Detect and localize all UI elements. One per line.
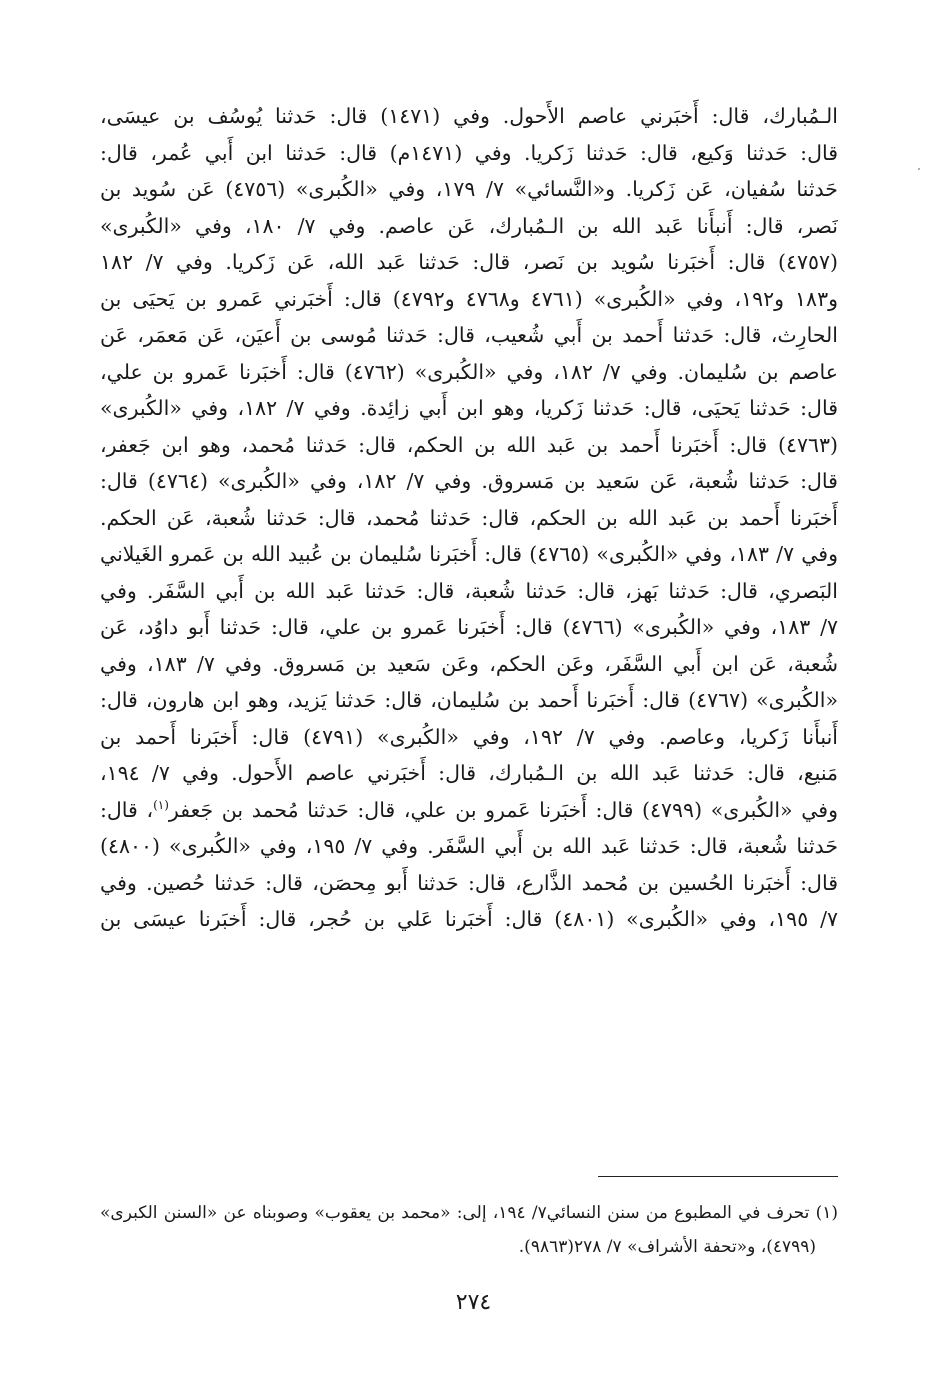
text-line: حَدثنا سُفيان، عَن زَكريا. و«النَّسائي» ٧/ ١٧٩، وفي «الكُبرى» (٤٧٥٦) عَن سُويد بن xyxy=(100,177,838,201)
text-line: عاصم بن سُليمان. وفي ٧/ ١٨٢، وفي «الكُبرى» (٤٧٦٢) قال: أَخبَرنا عَمرو بن علي، xyxy=(100,359,838,384)
footnote-separator xyxy=(598,1176,838,1177)
text-line: (٤٧٥٧) قال: أَخبَرنا سُويد بن نَصر، قال: حَدثنا عَبد الله، عَن زَكريا. وفي ٧/ ١٨٢ xyxy=(100,250,838,274)
text-line: ٧/ ١٩٥، وفي «الكُبرى» (٤٨٠١) قال: أَخبَرنا عَلي بن حُجر، قال: أَخبَرنا عيسَى بن xyxy=(100,907,838,931)
text-line: مَنيع، قال: حَدثنا عَبد الله بن الـمُبارك، قال: أَخبَرني عاصم الأَحول. وفي ٧/ ١٩٤، xyxy=(100,761,838,785)
text-line: نَصر، قال: أَنبأَنا عَبد الله بن الـمُبارك، عَن عاصم. وفي ٧/ ١٨٠، وفي «الكُبرى» xyxy=(100,213,838,238)
text-line: (٤٧٦٣) قال: أَخبَرنا أَحمد بن عَبد الله بن الحكم، قال: حَدثنا مُحمد، وهو ابن جَعفر، xyxy=(100,432,838,457)
text-line: البَصري، قال: حَدثنا بَهز، قال: حَدثنا شُعبة، قال: حَدثنا عَبد الله بن أَبي السَّفَر. وفي xyxy=(100,578,838,603)
footnote-reference[interactable]: (١) xyxy=(153,797,169,812)
text-line: قال: حَدثنا شُعبة، عَن سَعيد بن مَسروق. وفي ٧/ ١٨٢، وفي «الكُبرى» (٤٧٦٤) قال: xyxy=(100,469,838,493)
body-text xyxy=(100,98,838,938)
text-line: قال: حَدثنا يَحيَى، قال: حَدثنا زَكريا، وهو ابن أَبي زائِدة. وفي ٧/ ١٨٢، وفي «الكُبرى» xyxy=(100,396,838,420)
text-line-with-footnote-ref xyxy=(100,792,838,829)
footnotes xyxy=(100,1196,838,1264)
footnote-line: (١) تحرف في المطبوع من سنن النسائي٧/ ١٩٤، إلى: «محمد بن يعقوب» وصوبناه عن «السنن الكبرى» xyxy=(100,1203,838,1223)
text-line: و١٨٣ و١٩٢، وفي «الكُبرى» (٤٧٦١ و٤٧٦٨ و٤٧٩٢) قال: أَخبَرني عَمرو بن يَحيَى بن xyxy=(100,286,838,311)
text-line: ٧/ ١٨٣، وفي «الكُبرى» (٤٧٦٦) قال: أَخبَرنا عَمرو بن علي، قال: حَدثنا أَبو داوُد، عَن xyxy=(100,615,838,639)
footnote-line: (٤٧٩٩)، و«تحفة الأشراف» ٧/ ٢٧٨(٩٨٦٣). xyxy=(518,1237,816,1257)
text-line: قال: أَخبَرنا الحُسين بن مُحمد الذَّارع، قال: حَدثنا أَبو مِحصَن، قال: حَدثنا حُصين. وفي xyxy=(100,870,838,895)
text-line: وفي ٧/ ١٨٣، وفي «الكُبرى» (٤٧٦٥) قال: أَخبَرنا سُليمان بن عُبيد الله بن عَمرو الغَيلاني xyxy=(100,542,838,566)
text-line: شُعبة، عَن ابن أَبي السَّفَر، وعَن الحكم، وعَن سَعيد بن مَسروق. وفي ٧/ ١٨٣، وفي xyxy=(100,651,838,676)
margin-mark xyxy=(918,168,920,170)
text-line: «الكُبرى» (٤٧٦٧) قال: أَخبَرنا أَحمد بن سُليمان، قال: حَدثنا يَزيد، وهو ابن هارون، قال: xyxy=(100,688,838,712)
text-line-tail: ، قال: xyxy=(100,797,154,822)
text-line: أَنبأَنا زَكريا، وعاصم. وفي ٧/ ١٩٢، وفي «الكُبرى» (٤٧٩١) قال: أَخبَرنا أَحمد بن xyxy=(100,724,838,749)
text-line: الـمُبارك، قال: أَخبَرني عاصم الأَحول. وفي (١٤٧١) قال: حَدثنا يُوسُف بن عيسَى، xyxy=(100,104,838,128)
text-line: حَدثنا شُعبة، قال: حَدثنا عَبد الله بن أَبي السَّفَر. وفي ٧/ ١٩٥، وفي «الكُبرى» (٤٨٠٠) xyxy=(100,834,838,858)
page-number: ٢٧٤ xyxy=(455,1290,492,1315)
text-line: قال: حَدثنا وَكيع، قال: حَدثنا زَكريا. وفي (١٤٧١م) قال: حَدثنا ابن أَبي عُمر، قال: xyxy=(100,140,838,165)
text-line: الحارِث، قال: حَدثنا أَحمد بن أَبي شُعيب، قال: حَدثنا مُوسى بن أَعيَن، عَن مَعمَر، عَن xyxy=(100,323,838,347)
text-line-part: وفي «الكُبرى» (٤٧٩٩) قال: أَخبَرنا عَمرو بن علي، قال: حَدثنا مُحمد بن جَعفر xyxy=(168,797,838,822)
text-line: أَخبَرنا أَحمد بن عَبد الله بن الحكم، قال: حَدثنا مُحمد، قال: حَدثنا شُعبة، عَن الحكم. xyxy=(100,505,838,530)
